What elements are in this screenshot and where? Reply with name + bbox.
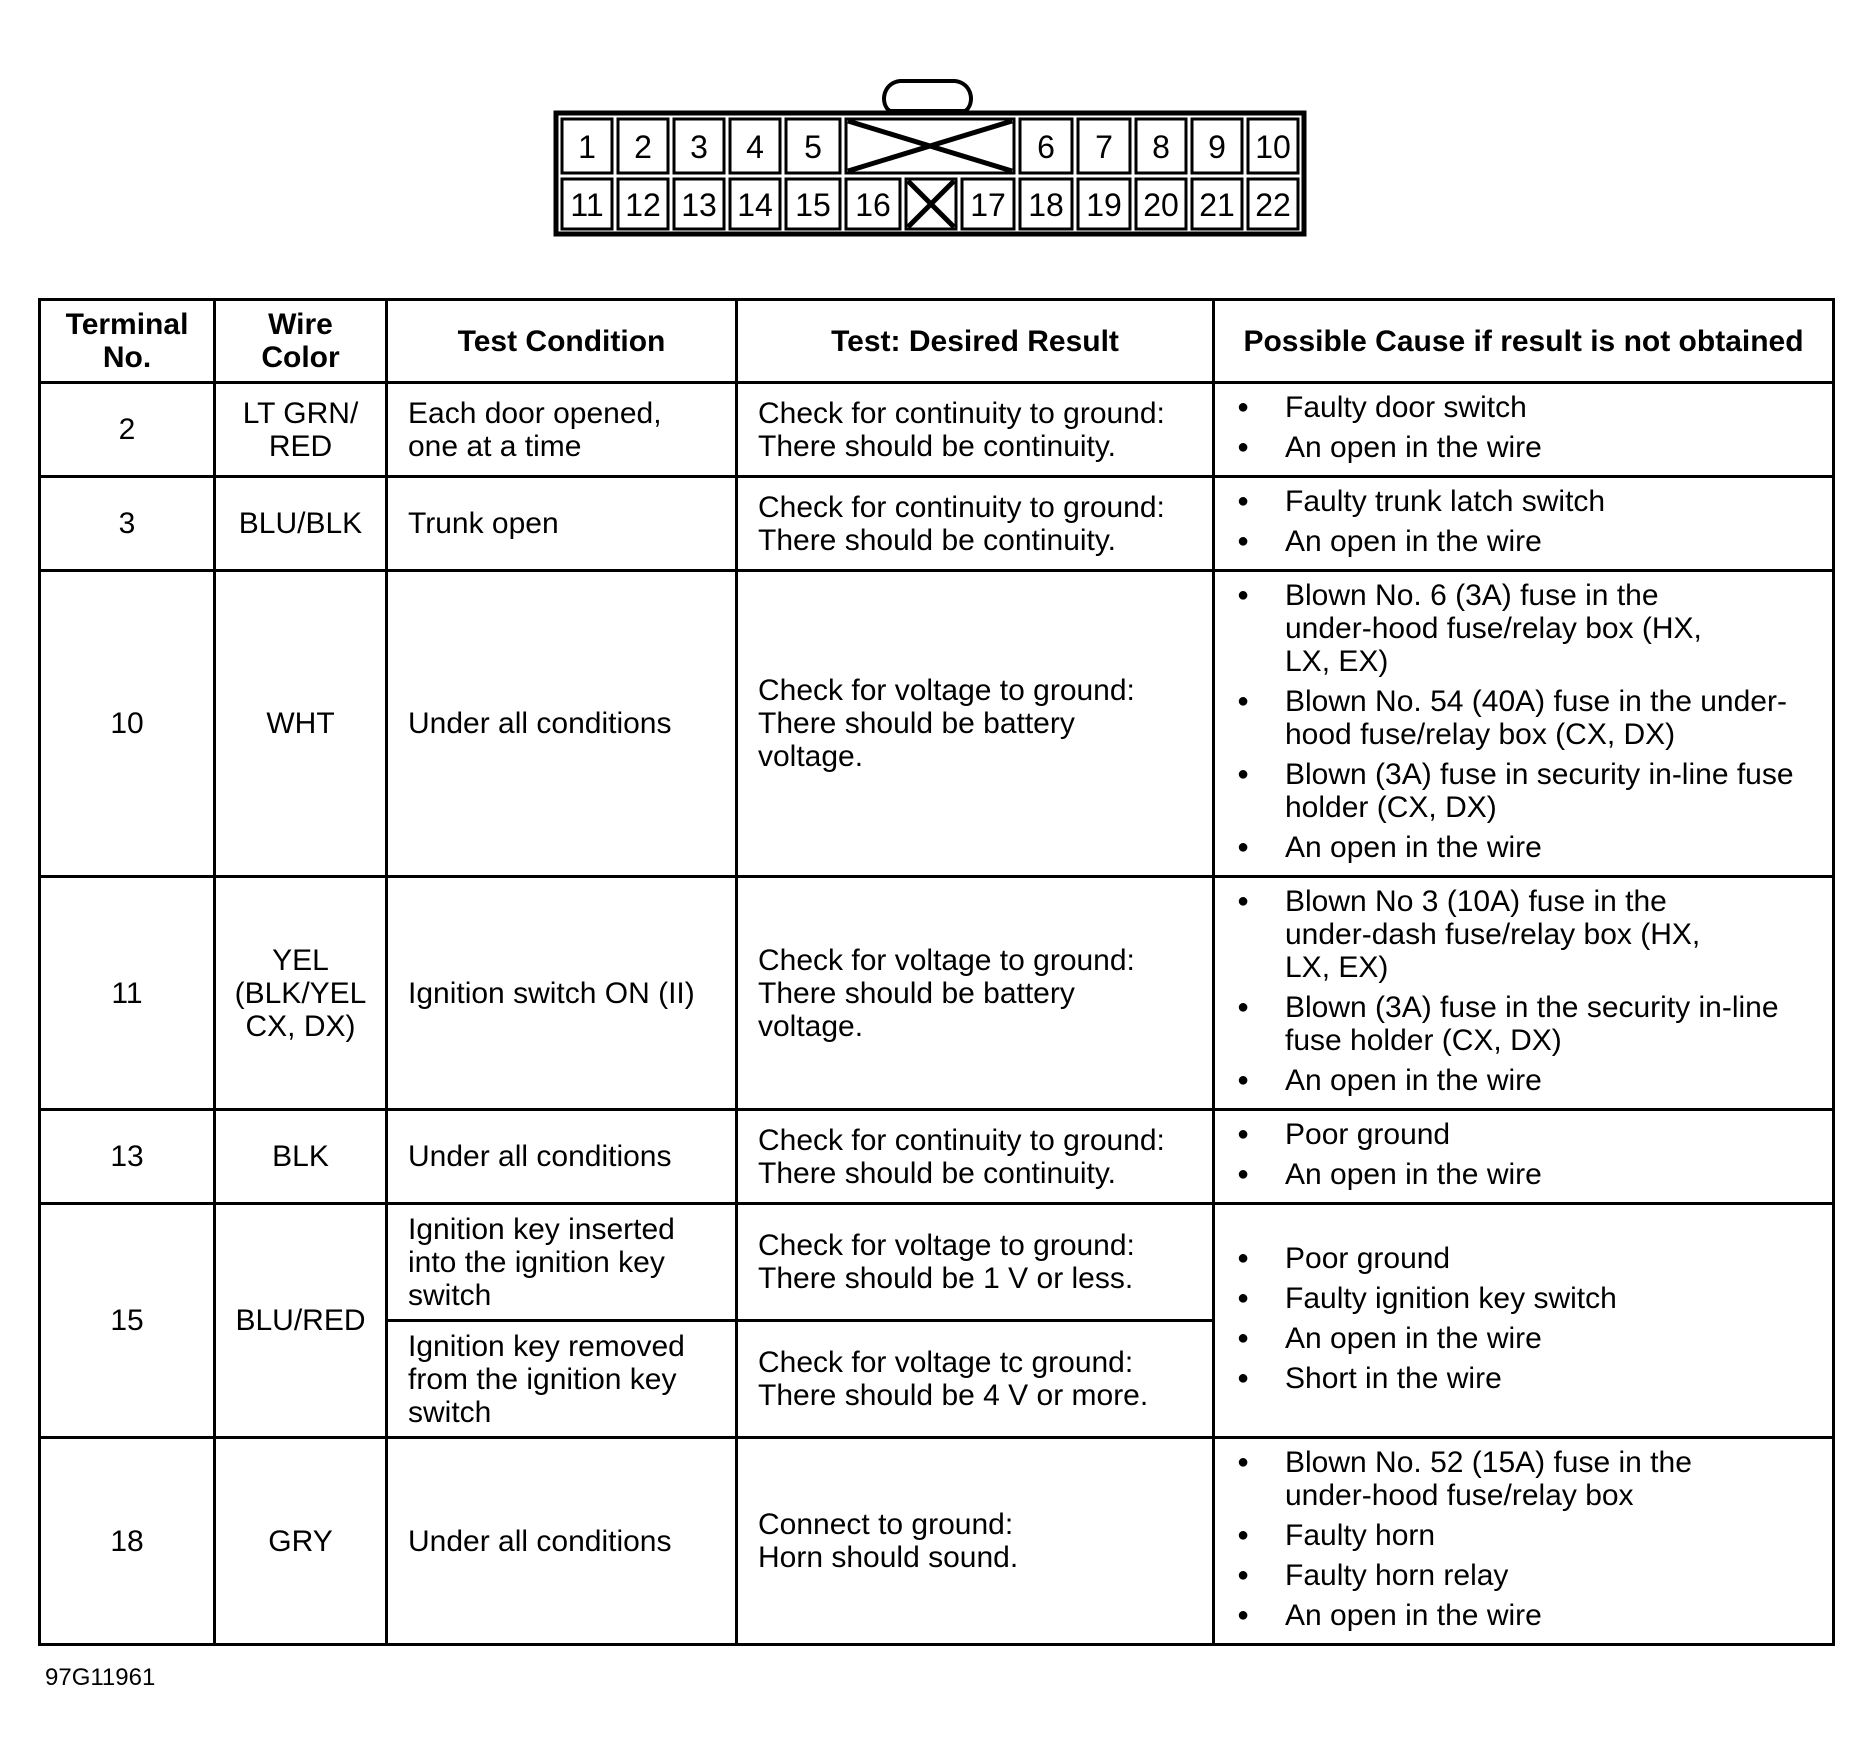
terminal-cell: 3 <box>40 477 215 571</box>
condition-cell: Each door opened, one at a time <box>387 383 737 477</box>
blank-cavity-large <box>848 121 1012 171</box>
wire-color-cell: YEL (BLK/YEL CX, DX) <box>215 877 387 1110</box>
list-item: ● An open in the wire <box>1227 1599 1822 1632</box>
cause-cell <box>1214 383 1834 477</box>
header-terminal: Terminal No. <box>40 300 215 383</box>
list-item: ● Blown No. 54 (40A) fuse in the under-hood fuse/relay box (CX, DX) <box>1227 685 1822 751</box>
header-wire-color: Wire Color <box>215 300 387 383</box>
list-item: ● An open in the wire <box>1227 525 1822 558</box>
wire-color-cell: LT GRN/ RED <box>215 383 387 477</box>
pin-label: 3 <box>690 129 708 165</box>
pin-label: 16 <box>855 187 891 223</box>
table-row <box>40 1204 1834 1321</box>
list-item: ● An open in the wire <box>1227 831 1822 864</box>
table-row <box>40 1438 1834 1645</box>
table-row <box>40 1110 1834 1204</box>
terminal-test-table <box>38 298 1835 1646</box>
pin-label: 7 <box>1095 129 1113 165</box>
list-item: ● Faulty door switch <box>1227 391 1822 424</box>
wire-color-cell: BLU/RED <box>215 1204 387 1438</box>
pin-label: 12 <box>625 187 661 223</box>
terminal-cell: 2 <box>40 383 215 477</box>
condition-cell: Under all conditions <box>387 571 737 877</box>
condition-cell: Under all conditions <box>387 1438 737 1645</box>
pin-label: 10 <box>1255 129 1291 165</box>
result-cell: Check for voltage to ground: There should be battery voltage. <box>737 571 1214 877</box>
table-row <box>40 877 1834 1110</box>
terminal-cell: 10 <box>40 571 215 877</box>
result-cell: Check for voltage to ground: There should be 1 V or less. <box>737 1204 1214 1321</box>
list-item: ● Poor ground <box>1227 1118 1822 1151</box>
list-item: ● An open in the wire <box>1227 1158 1822 1191</box>
list-item: ● Poor ground <box>1227 1242 1822 1275</box>
condition-cell: Trunk open <box>387 477 737 571</box>
list-item: ● An open in the wire <box>1227 431 1822 464</box>
result-cell: Check for continuity to ground: There should be continuity. <box>737 1110 1214 1204</box>
condition-cell: Ignition switch ON (II) <box>387 877 737 1110</box>
cause-cell <box>1214 571 1834 877</box>
pin-label: 22 <box>1255 187 1291 223</box>
condition-cell: Under all conditions <box>387 1110 737 1204</box>
pin-label: 19 <box>1086 187 1122 223</box>
pin-label: 1 <box>578 129 596 165</box>
pin-label: 17 <box>970 187 1006 223</box>
pin-label: 15 <box>795 187 831 223</box>
connector-diagram <box>550 75 1310 240</box>
list-item: ● Blown (3A) fuse in security in-line fuse holder (CX, DX) <box>1227 758 1822 824</box>
list-item: ● An open in the wire <box>1227 1064 1822 1097</box>
condition-cell: Ignition key removed from the ignition key switch <box>387 1321 737 1438</box>
result-cell: Check for continuity to ground: There should be continuity. <box>737 477 1214 571</box>
table-header-row <box>40 300 1834 383</box>
pin-label: 5 <box>804 129 822 165</box>
pin-label: 6 <box>1037 129 1055 165</box>
table-row <box>40 571 1834 877</box>
list-item: ● Faulty ignition key switch <box>1227 1282 1822 1315</box>
cause-cell <box>1214 877 1834 1110</box>
header-possible-cause: Possible Cause if result is not obtained <box>1214 300 1834 383</box>
terminal-cell: 11 <box>40 877 215 1110</box>
pin-label: 14 <box>737 187 773 223</box>
blank-cavity-small <box>908 181 954 227</box>
result-cell: Check for voltage to ground: There should be battery voltage. <box>737 877 1214 1110</box>
wire-color-cell: GRY <box>215 1438 387 1645</box>
connector-lock-tab <box>884 81 971 111</box>
pin-label: 21 <box>1199 187 1235 223</box>
list-item: ● An open in the wire <box>1227 1322 1822 1355</box>
terminal-cell: 13 <box>40 1110 215 1204</box>
list-item: ● Blown No. 52 (15A) fuse in the under-hood fuse/relay box <box>1227 1446 1822 1512</box>
wire-color-cell: WHT <box>215 571 387 877</box>
result-cell: Check for continuity to ground: There should be continuity. <box>737 383 1214 477</box>
terminal-cell: 15 <box>40 1204 215 1438</box>
header-test-condition: Test Condition <box>387 300 737 383</box>
cause-cell <box>1214 1204 1834 1438</box>
list-item: ● Short in the wire <box>1227 1362 1822 1395</box>
pin-label: 11 <box>570 187 604 223</box>
wire-color-cell: BLK <box>215 1110 387 1204</box>
pin-label: 2 <box>634 129 652 165</box>
pin-label: 9 <box>1208 129 1226 165</box>
pin-label: 8 <box>1152 129 1170 165</box>
header-desired-result: Test: Desired Result <box>737 300 1214 383</box>
result-cell: Check for voltage tc ground: There should be 4 V or more. <box>737 1321 1214 1438</box>
wire-color-cell: BLU/BLK <box>215 477 387 571</box>
pin-label: 13 <box>681 187 717 223</box>
terminal-cell: 18 <box>40 1438 215 1645</box>
cause-cell <box>1214 477 1834 571</box>
pin-label: 20 <box>1143 187 1179 223</box>
list-item: ● Blown No 3 (10A) fuse in the under-dash fuse/relay box (HX, LX, EX) <box>1227 885 1822 984</box>
figure-id: 97G11961 <box>45 1664 156 1691</box>
list-item: ● Blown No. 6 (3A) fuse in the under-hood fuse/relay box (HX, LX, EX) <box>1227 579 1822 678</box>
pin-label: 4 <box>746 129 764 165</box>
list-item: ● Faulty horn <box>1227 1519 1822 1552</box>
pin-label: 18 <box>1028 187 1064 223</box>
table-row <box>40 383 1834 477</box>
result-cell: Connect to ground: Horn should sound. <box>737 1438 1214 1645</box>
list-item: ● Blown (3A) fuse in the security in-line fuse holder (CX, DX) <box>1227 991 1822 1057</box>
list-item: ● Faulty horn relay <box>1227 1559 1822 1592</box>
cause-cell <box>1214 1110 1834 1204</box>
cause-cell <box>1214 1438 1834 1645</box>
condition-cell: Ignition key inserted into the ignition key switch <box>387 1204 737 1321</box>
table-row <box>40 477 1834 571</box>
list-item: ● Faulty trunk latch switch <box>1227 485 1822 518</box>
